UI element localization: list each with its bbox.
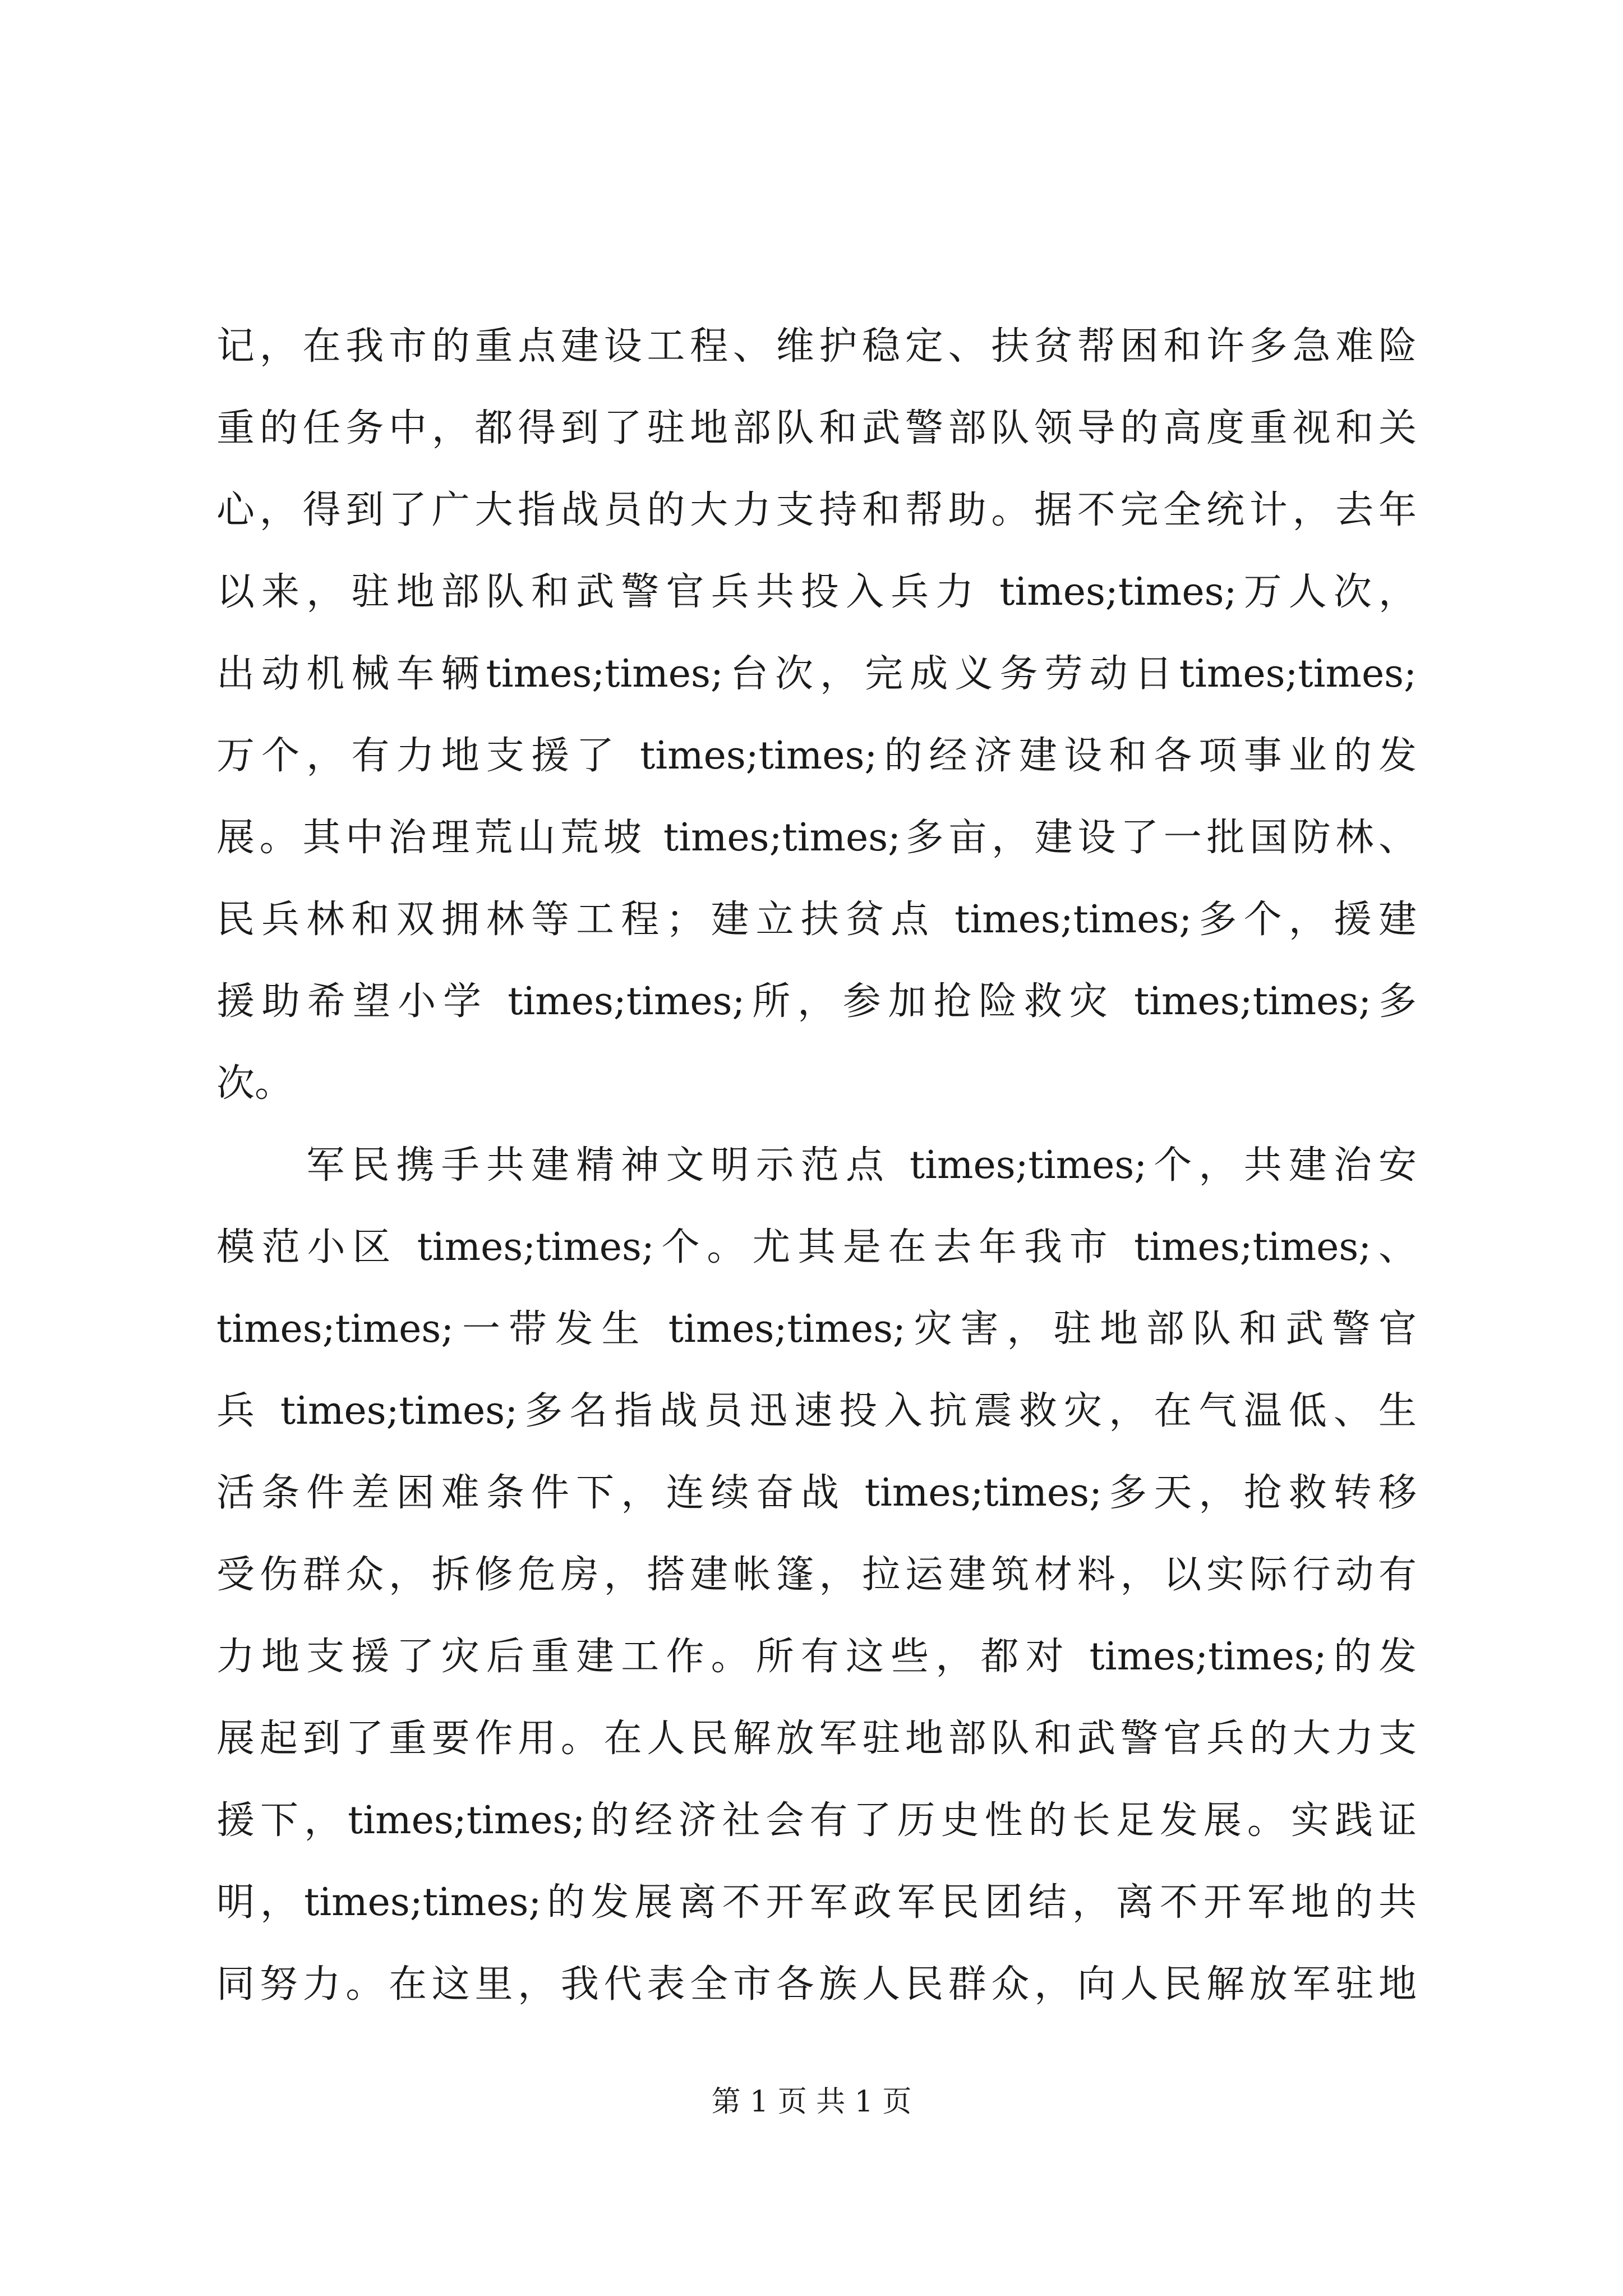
text-line: 重的任务中，都得到了驻地部队和武警部队领导的高度重视和关 [216, 406, 1417, 450]
text-line: 展起到了重要作用。在人民解放军驻地部队和武警官兵的大力支 [216, 1717, 1417, 1761]
text-line: 兵 times;times;多名指战员迅速投入抗震救灾，在气温低、生 [216, 1389, 1417, 1433]
text-line: 民兵林和双拥林等工程；建立扶贫点 times;times;多个，援建 [216, 898, 1417, 942]
text-line: 次。 [216, 1061, 293, 1106]
text-line: 出动机械车辆times;times;台次，完成义务劳动日times;times; [216, 652, 1417, 696]
text-line: 记，在我市的重点建设工程、维护稳定、扶贫帮困和许多急难险 [216, 324, 1417, 369]
text-line: 援下，times;times;的经济社会有了历史性的长足发展。实践证 [216, 1798, 1417, 1843]
text-line: 力地支援了灾后重建工作。所有这些，都对 times;times;的发 [216, 1635, 1417, 1679]
text-line: 军民携手共建精神文明示范点 times;times;个，共建治安 [216, 1143, 1417, 1188]
text-line: times;times;一带发生 times;times;灾害，驻地部队和武警官 [216, 1307, 1417, 1351]
document-body [216, 306, 1417, 2026]
paragraph-2 [216, 1125, 1417, 2026]
paragraph-1 [216, 306, 1417, 1125]
text-line: 受伤群众，拆修危房，搭建帐篷，拉运建筑材料，以实际行动有 [216, 1553, 1417, 1597]
text-line: 万个，有力地支援了 times;times;的经济建设和各项事业的发 [216, 734, 1417, 778]
text-line: 活条件差困难条件下，连续奋战 times;times;多天，抢救转移 [216, 1471, 1417, 1515]
text-line: 模范小区 times;times;个。尤其是在去年我市 times;times;、 [216, 1225, 1417, 1269]
text-line: 展。其中治理荒山荒坡 times;times;多亩，建设了一批国防林、 [216, 816, 1417, 860]
text-line: 心，得到了广大指战员的大力支持和帮助。据不完全统计，去年 [216, 488, 1417, 532]
text-line: 同努力。在这里，我代表全市各族人民群众，向人民解放军驻地 [216, 1962, 1417, 2007]
text-line: 明，times;times;的发展离不开军政军民团结，离不开军地的共 [216, 1880, 1417, 1925]
text-line: 援助希望小学 times;times;所，参加抢险救灾 times;times;多 [216, 979, 1417, 1024]
text-line: 以来，驻地部队和武警官兵共投入兵力 times;times;万人次， [216, 570, 1417, 614]
page-number-footer: 第 1 页 共 1 页 [711, 2085, 912, 2119]
